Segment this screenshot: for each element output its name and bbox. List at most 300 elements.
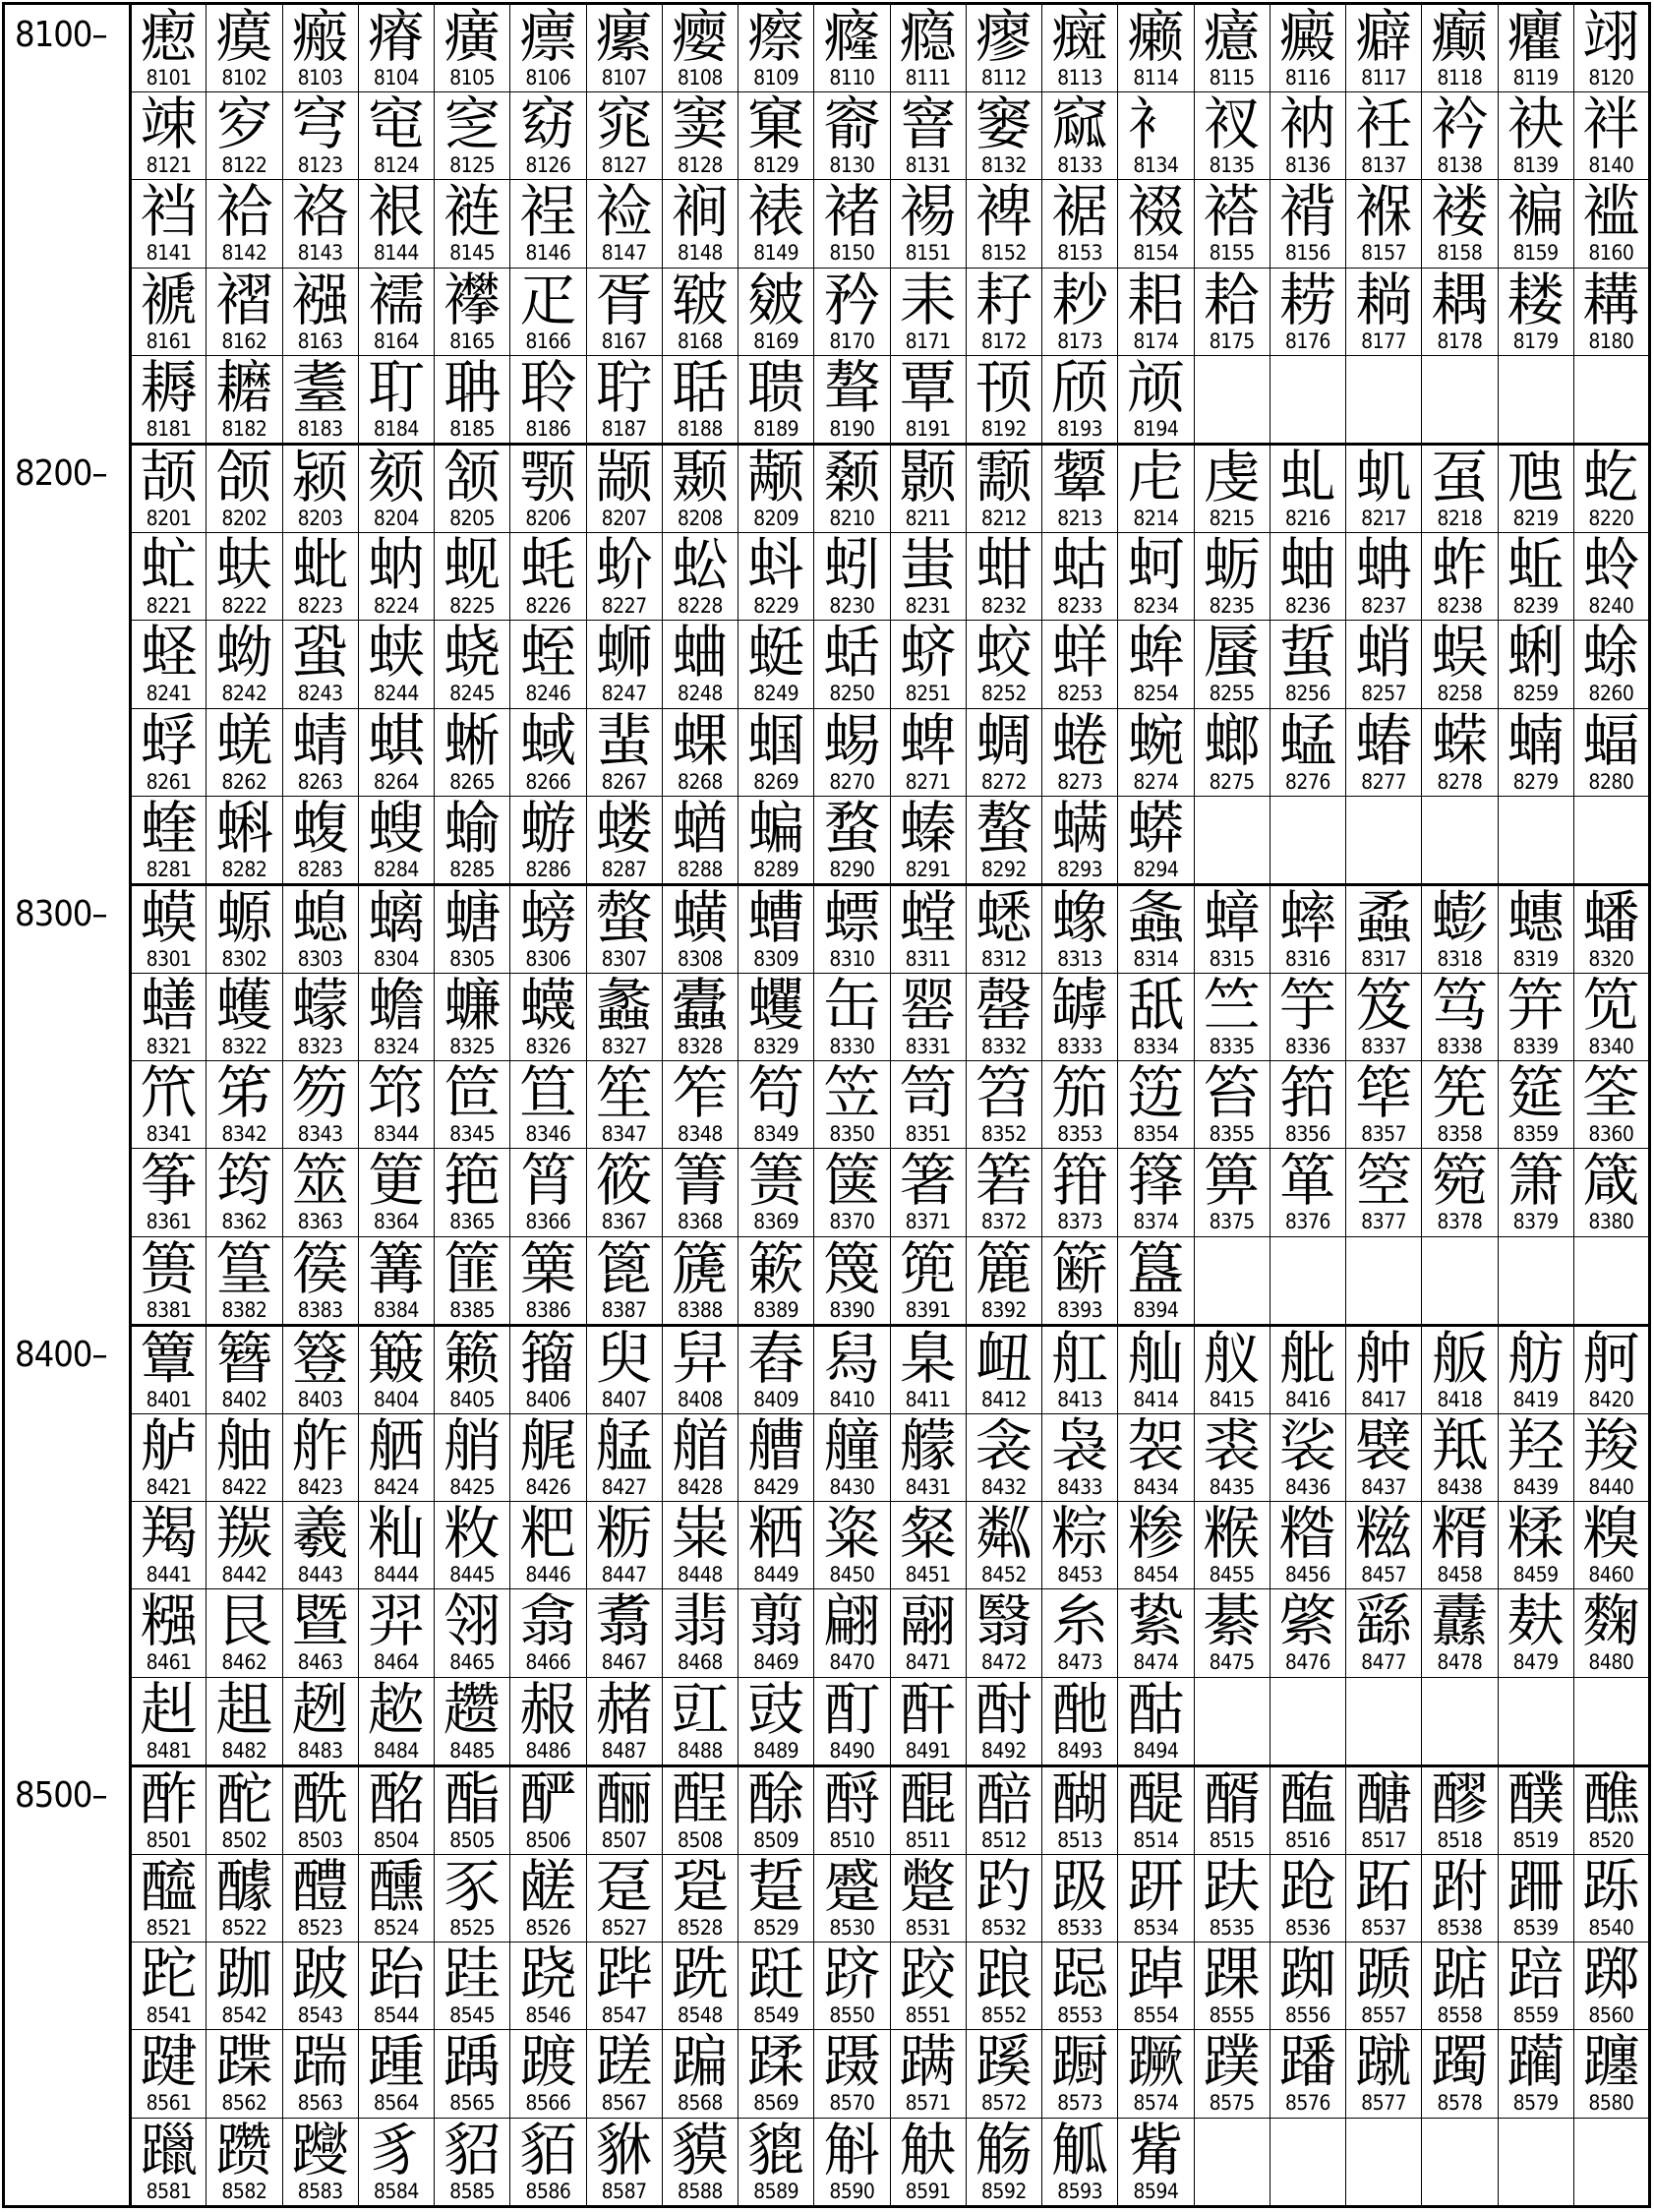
- code-number: 8288: [677, 857, 723, 881]
- glyph: 蟥: [671, 884, 729, 951]
- glyph: 醌: [899, 1765, 957, 1832]
- char-cell: [1194, 1765, 1270, 1854]
- char-cell: [1573, 444, 1649, 532]
- glyph: 趵: [975, 1854, 1033, 1920]
- glyph: 蚪: [747, 532, 805, 599]
- glyph: 耥: [1355, 268, 1413, 333]
- char-cell: [966, 1414, 1041, 1502]
- char-cell: [1270, 1414, 1345, 1502]
- char-cell: [586, 444, 662, 532]
- char-cell: [1498, 974, 1573, 1061]
- code-number: 8110: [829, 66, 875, 90]
- glyph: 蜊: [1506, 620, 1565, 687]
- glyph: 醴: [291, 1854, 349, 1920]
- code-number: 8553: [1057, 2003, 1103, 2028]
- glyph: 跛: [291, 1942, 349, 2008]
- glyph: 篾: [823, 1236, 881, 1302]
- code-number: 8215: [1209, 506, 1255, 530]
- code-number: 8173: [1057, 329, 1103, 353]
- char-cell: [738, 268, 814, 355]
- code-number: 8270: [829, 769, 875, 794]
- code-number: 8267: [601, 769, 647, 794]
- char-cell: [586, 1765, 662, 1854]
- char-cell: [1573, 180, 1649, 268]
- glyph: 癫: [1431, 3, 1489, 70]
- char-cell: [207, 1325, 282, 1413]
- code-number: 8406: [525, 1387, 571, 1411]
- empty-cell: [1573, 2118, 1649, 2207]
- glyph: 笤: [975, 1060, 1033, 1127]
- glyph: 袼: [291, 179, 349, 246]
- char-cell: [1118, 1325, 1194, 1413]
- glyph: 笫: [215, 1060, 273, 1127]
- char-cell: [207, 1677, 282, 1765]
- glyph: 瘳: [975, 3, 1033, 70]
- code-number: 8512: [980, 1827, 1027, 1852]
- code-number: 8367: [601, 1210, 647, 1234]
- glyph: 蜱: [899, 708, 957, 774]
- table-row: [4, 708, 1650, 796]
- glyph: 蜇: [1278, 620, 1336, 687]
- code-number: 8319: [1512, 946, 1559, 971]
- code-number: 8423: [297, 1475, 343, 1499]
- char-cell: [207, 796, 282, 884]
- group-range-label: 8300–: [4, 884, 131, 1325]
- code-number: 8531: [905, 1915, 951, 1940]
- glyph: 癔: [1203, 3, 1261, 70]
- code-number: 8272: [980, 769, 1027, 794]
- glyph: 跬: [443, 1942, 502, 2008]
- glyph: 舨: [1431, 1325, 1489, 1392]
- code-number: 8506: [525, 1827, 571, 1852]
- char-cell: [1042, 1149, 1118, 1236]
- char-cell: [586, 1502, 662, 1589]
- code-number: 8558: [1437, 2003, 1483, 2028]
- code-number: 8291: [905, 857, 951, 881]
- char-cell: [814, 974, 890, 1061]
- glyph: 躏: [1506, 2029, 1565, 2096]
- char-cell: [890, 1854, 966, 1942]
- char-cell: [207, 1589, 282, 1677]
- code-number: 8221: [146, 594, 192, 619]
- glyph: 耵: [367, 355, 425, 421]
- code-number: 8586: [525, 2179, 571, 2203]
- glyph: 蠖: [215, 973, 273, 1040]
- char-cell: [282, 533, 358, 621]
- code-number: 8290: [829, 857, 875, 881]
- code-number: 8435: [1209, 1475, 1255, 1499]
- code-number: 8502: [221, 1827, 267, 1852]
- char-cell: [890, 1149, 966, 1236]
- char-cell: [814, 1765, 890, 1854]
- glyph: 衲: [1278, 91, 1336, 158]
- char-cell: [1270, 1149, 1345, 1236]
- code-number: 8210: [829, 506, 875, 530]
- code-number: 8265: [449, 769, 496, 794]
- glyph: 颞: [671, 444, 729, 510]
- glyph: 疋: [519, 268, 577, 333]
- code-number: 8278: [1437, 769, 1483, 794]
- char-cell: [1498, 533, 1573, 621]
- char-cell: [435, 1236, 510, 1325]
- char-cell: [586, 974, 662, 1061]
- empty-cell: [1270, 2118, 1345, 2207]
- glyph: 竺: [1203, 973, 1261, 1040]
- code-number: 8490: [829, 1738, 875, 1763]
- glyph: 糅: [1506, 1501, 1565, 1568]
- char-cell: [435, 974, 510, 1061]
- glyph: 螬: [747, 884, 805, 951]
- glyph: 虬: [1278, 444, 1336, 510]
- glyph: 蹑: [823, 2029, 881, 2096]
- code-number: 8172: [980, 329, 1027, 353]
- glyph: 蝼: [595, 796, 653, 862]
- table-row: [4, 268, 1650, 355]
- code-number: 8592: [980, 2179, 1027, 2203]
- glyph: 筲: [519, 1148, 577, 1215]
- code-number: 8485: [449, 1738, 496, 1763]
- code-number: 8424: [373, 1475, 419, 1499]
- glyph: 觞: [975, 2118, 1033, 2183]
- code-number: 8360: [1588, 1122, 1634, 1147]
- glyph: 裉: [367, 179, 425, 246]
- char-cell: [358, 1149, 434, 1236]
- glyph: 蟓: [1051, 884, 1109, 951]
- table-row: [4, 1943, 1650, 2030]
- code-number: 8349: [753, 1122, 799, 1147]
- char-cell: [358, 4, 434, 92]
- code-number: 8145: [449, 241, 496, 266]
- char-cell: [738, 1502, 814, 1589]
- code-number: 8169: [753, 329, 799, 353]
- char-cell: [814, 2118, 890, 2207]
- glyph: 粽: [1051, 1501, 1109, 1568]
- code-number: 8283: [297, 857, 343, 881]
- char-cell: [738, 621, 814, 708]
- code-number: 8456: [1284, 1563, 1330, 1587]
- code-number: 8106: [525, 66, 571, 90]
- glyph: 筱: [595, 1148, 653, 1215]
- code-number: 8560: [1588, 2003, 1634, 2028]
- char-cell: [966, 1854, 1041, 1942]
- char-cell: [1346, 1943, 1422, 2030]
- glyph: 羝: [1431, 1413, 1489, 1479]
- char-cell: [1498, 1502, 1573, 1589]
- glyph: 箝: [1051, 1148, 1109, 1215]
- char-cell: [738, 533, 814, 621]
- glyph: 蟑: [1203, 884, 1261, 951]
- char-cell: [358, 1943, 434, 2030]
- code-number: 8368: [677, 1210, 723, 1234]
- glyph: 糌: [1278, 1501, 1336, 1568]
- char-cell: [1270, 1765, 1345, 1854]
- char-cell: [282, 1061, 358, 1149]
- char-cell: [131, 1677, 207, 1765]
- code-number: 8312: [980, 946, 1027, 971]
- table-row: [4, 884, 1650, 973]
- char-cell: [131, 4, 207, 92]
- char-cell: [510, 1943, 586, 2030]
- code-number: 8192: [980, 416, 1027, 441]
- glyph: 敉: [443, 1501, 502, 1568]
- code-number: 8101: [146, 66, 192, 90]
- code-number: 8118: [1437, 66, 1483, 90]
- code-number: 8501: [146, 1827, 192, 1852]
- char-cell: [510, 92, 586, 180]
- glyph: 螽: [1127, 884, 1185, 951]
- char-cell: [814, 444, 890, 532]
- code-number: 8216: [1284, 506, 1330, 530]
- char-cell: [510, 1677, 586, 1765]
- glyph: 篪: [671, 1236, 729, 1302]
- glyph: 蹩: [899, 1854, 957, 1920]
- char-cell: [586, 2030, 662, 2118]
- empty-cell: [1498, 1236, 1573, 1325]
- char-cell: [1042, 621, 1118, 708]
- empty-cell: [1270, 1236, 1345, 1325]
- char-cell: [738, 1061, 814, 1149]
- glyph: 舐: [1127, 973, 1185, 1040]
- code-number: 8516: [1284, 1827, 1330, 1852]
- glyph: 糁: [1127, 1501, 1185, 1568]
- code-number: 8486: [525, 1738, 571, 1763]
- char-cell: [1194, 708, 1270, 796]
- glyph: 醍: [1127, 1765, 1185, 1832]
- table-row: [4, 533, 1650, 621]
- code-number: 8527: [601, 1915, 647, 1940]
- glyph: 笳: [1051, 1060, 1109, 1127]
- char-cell: [814, 533, 890, 621]
- glyph: 螨: [1051, 796, 1109, 862]
- glyph: 笈: [1355, 973, 1413, 1040]
- glyph: 蜩: [975, 708, 1033, 774]
- char-cell: [1042, 1589, 1118, 1677]
- code-number: 8525: [449, 1915, 496, 1940]
- char-cell: [1270, 708, 1345, 796]
- char-cell: [738, 884, 814, 973]
- glyph: 颥: [975, 444, 1033, 510]
- char-cell: [1042, 708, 1118, 796]
- char-cell: [966, 355, 1041, 444]
- char-cell: [586, 268, 662, 355]
- glyph: 翦: [747, 1588, 805, 1655]
- char-cell: [1573, 974, 1649, 1061]
- code-number: 8229: [753, 594, 799, 619]
- char-cell: [435, 4, 510, 92]
- glyph: 皴: [747, 268, 805, 333]
- char-cell: [1042, 92, 1118, 180]
- glyph: 耩: [1582, 268, 1640, 333]
- glyph: 舣: [1203, 1325, 1261, 1392]
- glyph: 蝤: [671, 796, 729, 862]
- char-cell: [435, 268, 510, 355]
- code-number: 8326: [525, 1035, 571, 1059]
- char-cell: [662, 1589, 738, 1677]
- char-cell: [510, 1589, 586, 1677]
- code-number: 8385: [449, 1297, 496, 1322]
- character-code-table: [2, 2, 1651, 2208]
- table-row: [4, 1325, 1650, 1413]
- char-cell: [662, 1061, 738, 1149]
- char-cell: [814, 1414, 890, 1502]
- char-cell: [1422, 533, 1498, 621]
- char-cell: [1346, 1502, 1422, 1589]
- char-cell: [1118, 92, 1194, 180]
- glyph: 蹂: [747, 2029, 805, 2096]
- glyph: 笱: [747, 1060, 805, 1127]
- code-number: 8324: [373, 1035, 419, 1059]
- glyph: 羿: [367, 1588, 425, 1655]
- glyph: 蜈: [1431, 620, 1489, 687]
- glyph: 螅: [291, 884, 349, 951]
- char-cell: [1270, 1589, 1345, 1677]
- glyph: 颦: [1051, 444, 1109, 510]
- code-number: 8274: [1133, 769, 1179, 794]
- code-number: 8460: [1588, 1563, 1634, 1587]
- glyph: 褙: [1278, 179, 1336, 246]
- char-cell: [207, 2030, 282, 2118]
- code-number: 8219: [1512, 506, 1559, 530]
- char-cell: [890, 180, 966, 268]
- code-number: 8211: [905, 506, 951, 530]
- code-number: 8568: [677, 2091, 723, 2116]
- code-number: 8140: [1588, 153, 1634, 178]
- char-cell: [131, 355, 207, 444]
- code-number: 8183: [297, 416, 343, 441]
- glyph: 籀: [519, 1325, 577, 1392]
- char-cell: [510, 2118, 586, 2207]
- char-cell: [1118, 533, 1194, 621]
- code-number: 8292: [980, 857, 1027, 881]
- code-number: 8464: [373, 1650, 419, 1675]
- char-cell: [1573, 1325, 1649, 1413]
- char-cell: [890, 796, 966, 884]
- char-cell: [1118, 1414, 1194, 1502]
- glyph: 蜃: [1203, 620, 1261, 687]
- char-cell: [814, 268, 890, 355]
- glyph: 耜: [1127, 268, 1185, 333]
- glyph: 蛄: [1051, 532, 1109, 599]
- char-cell: [1270, 4, 1345, 92]
- code-number: 8519: [1512, 1827, 1559, 1852]
- char-cell: [510, 1854, 586, 1942]
- glyph: 粑: [519, 1501, 577, 1568]
- char-cell: [814, 1677, 890, 1765]
- code-number: 8566: [525, 2091, 571, 2116]
- char-cell: [1194, 1061, 1270, 1149]
- char-cell: [131, 974, 207, 1061]
- char-cell: [1118, 1943, 1194, 2030]
- code-number: 8386: [525, 1297, 571, 1322]
- char-cell: [510, 708, 586, 796]
- char-cell: [586, 708, 662, 796]
- char-cell: [131, 1943, 207, 2030]
- char-cell: [1194, 2030, 1270, 2118]
- glyph: 褡: [1203, 179, 1261, 246]
- code-number: 8463: [297, 1650, 343, 1675]
- glyph: 羧: [1582, 1413, 1640, 1479]
- code-number: 8437: [1361, 1475, 1407, 1499]
- char-cell: [814, 4, 890, 92]
- char-cell: [1270, 1061, 1345, 1149]
- char-cell: [282, 974, 358, 1061]
- char-cell: [282, 621, 358, 708]
- char-cell: [131, 2118, 207, 2207]
- code-number: 8421: [146, 1475, 192, 1499]
- code-number: 8414: [1133, 1387, 1179, 1411]
- glyph: 綦: [1203, 1588, 1261, 1655]
- char-cell: [738, 4, 814, 92]
- code-number: 8217: [1361, 506, 1407, 530]
- code-number: 8132: [980, 153, 1027, 178]
- char-cell: [358, 1414, 434, 1502]
- glyph: 醢: [1278, 1765, 1336, 1832]
- glyph: 蜉: [140, 708, 198, 774]
- char-cell: [435, 1061, 510, 1149]
- code-number: 8461: [146, 1650, 192, 1675]
- char-cell: [1346, 533, 1422, 621]
- glyph: 蛞: [823, 620, 881, 687]
- code-number: 8440: [1588, 1475, 1634, 1499]
- char-cell: [1042, 2030, 1118, 2118]
- glyph: 颚: [519, 444, 577, 510]
- char-cell: [662, 1149, 738, 1236]
- code-number: 8479: [1512, 1650, 1559, 1675]
- code-number: 8234: [1133, 594, 1179, 619]
- glyph: 赳: [140, 1677, 198, 1743]
- glyph: 笾: [1127, 1060, 1185, 1127]
- glyph: 耔: [975, 268, 1033, 333]
- code-number: 8455: [1209, 1563, 1255, 1587]
- code-number: 8571: [905, 2091, 951, 2116]
- char-cell: [738, 974, 814, 1061]
- glyph: 蠛: [519, 973, 577, 1040]
- glyph: 貔: [747, 2118, 805, 2183]
- glyph: 耦: [1431, 268, 1489, 333]
- glyph: 蚩: [899, 532, 957, 599]
- code-number: 8156: [1284, 241, 1330, 266]
- glyph: 粝: [595, 1501, 653, 1568]
- code-number: 8584: [373, 2179, 419, 2203]
- glyph: 醑: [1203, 1765, 1261, 1832]
- code-number: 8353: [1057, 1122, 1103, 1147]
- glyph: 蟛: [1431, 884, 1489, 951]
- char-cell: [1118, 355, 1194, 444]
- code-number: 8253: [1057, 682, 1103, 706]
- code-number: 8231: [905, 594, 951, 619]
- code-number: 8287: [601, 857, 647, 881]
- glyph: 篚: [443, 1236, 502, 1302]
- glyph: 酏: [1051, 1677, 1109, 1743]
- code-number: 8335: [1209, 1035, 1255, 1059]
- code-number: 8407: [601, 1387, 647, 1411]
- char-cell: [1118, 708, 1194, 796]
- glyph: 繇: [1355, 1588, 1413, 1655]
- code-number: 8494: [1133, 1738, 1179, 1763]
- char-cell: [1270, 2030, 1345, 2118]
- code-number: 8225: [449, 594, 496, 619]
- table-row: [4, 621, 1650, 708]
- code-number: 8138: [1437, 153, 1483, 178]
- glyph: 趼: [1127, 1854, 1185, 1920]
- glyph: 蛱: [367, 620, 425, 687]
- glyph: 羯: [140, 1501, 198, 1568]
- table-row: [4, 1236, 1650, 1325]
- char-cell: [282, 1236, 358, 1325]
- glyph: 瘭: [519, 3, 577, 70]
- code-number: 8431: [905, 1475, 951, 1499]
- glyph: 蠓: [291, 973, 349, 1040]
